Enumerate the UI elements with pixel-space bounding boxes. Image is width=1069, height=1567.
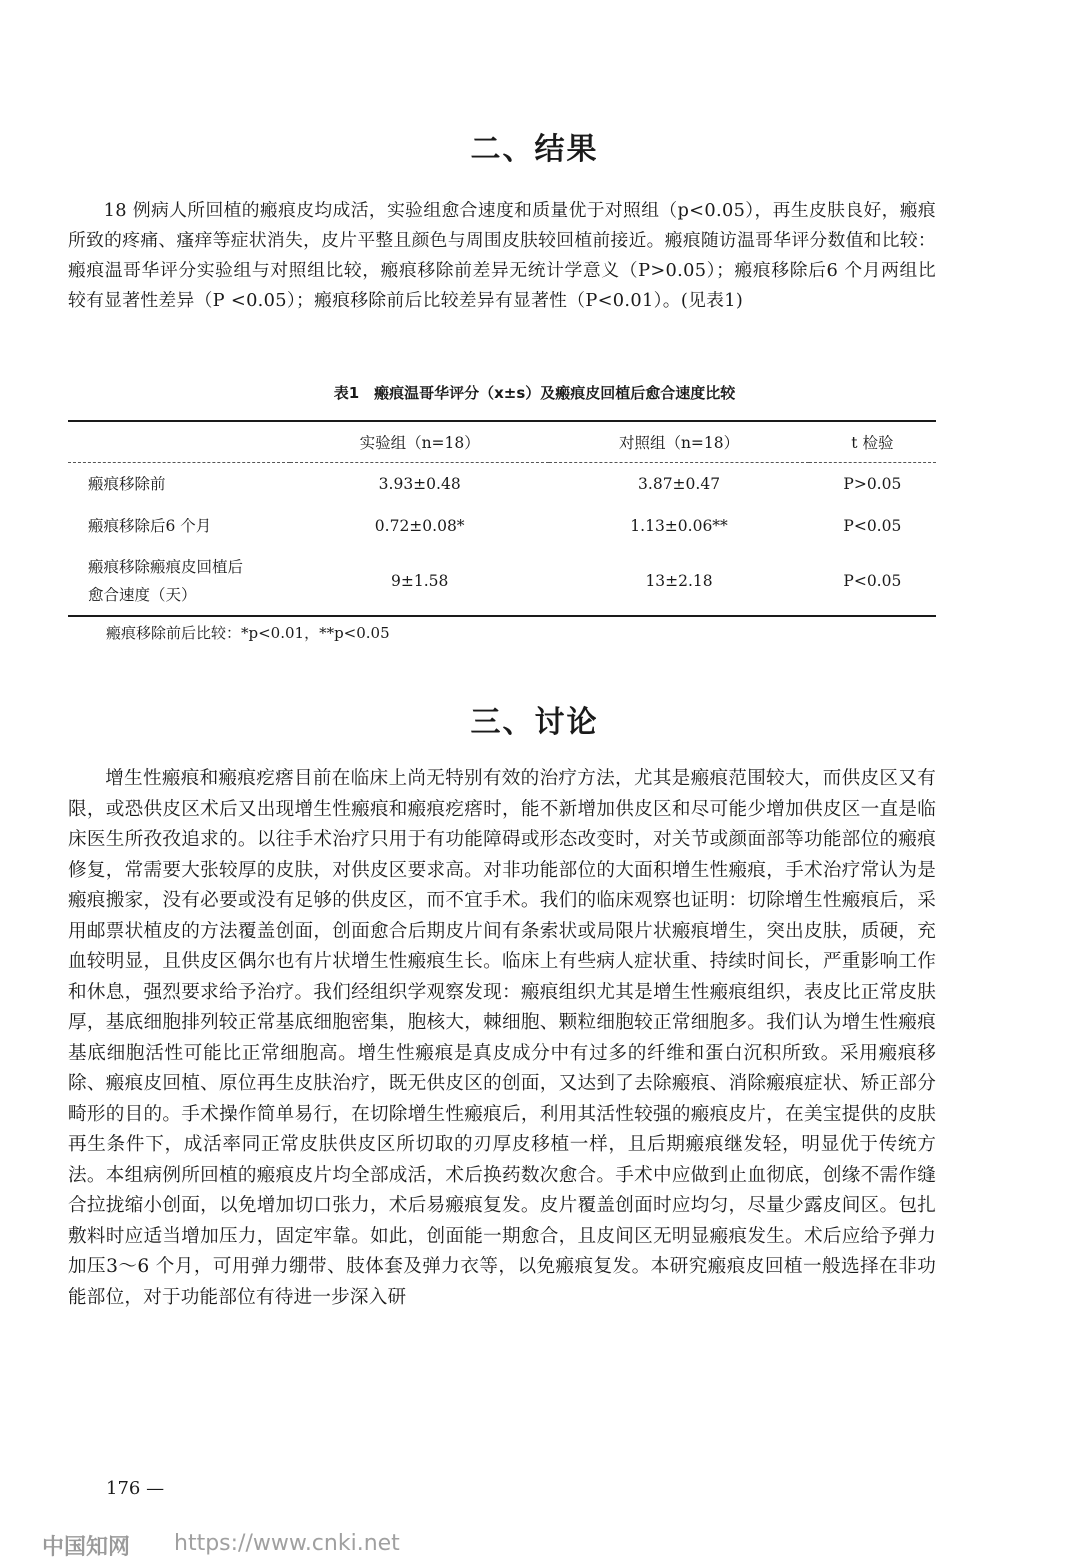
table-row [68, 505, 936, 547]
table-footnote: 瘢痕移除前后比较：*p<0.01，**p<0.05 [106, 624, 390, 642]
table-cell: 1.13±0.06** [630, 517, 728, 535]
discussion-paragraph: 增生性瘢痕和瘢痕疙瘩目前在临床上尚无特别有效的治疗方法，尤其是瘢痕范围较大，而供皮区又有限，或恐供皮区术后又出现增生性瘢痕和瘢痕疙瘩时，能不新增加供皮区和尽可能少增加供皮区一直是临床医生所孜孜追求的。以往手术治疗只用于有功能障碍或形态改变时，对关节或颜面部等功能部位的瘢痕修复，常需要大张较厚的皮肤，对供皮区要求高。对非功能部位的大面积增生性瘢痕，手术治疗常认为是瘢痕搬家，没有必要或没有足够的供皮区，而不宜手术。我们的临床观察也证明：切除增生性瘢痕后，采用邮票状植皮的方法覆盖创面，创面愈合后期皮片间有条索状或局限片状瘢痕增生，突出皮肤，质硬，充血较明显，且供皮区偶尔也有片状增生性瘢痕生长。临床上有些病人症状重、持续时间长，严重影响工作和休息，强烈要求给予治疗。我们经组织学观察发现：瘢痕组织尤其是增生性瘢痕组织，表皮比正常皮肤厚，基底细胞排列较正常基底细胞密集，胞核大，棘细胞、颗粒细胞较正常细胞多。我们认为增生性瘢痕基底细胞活性可能比正常细胞高。增生性瘢痕是真皮成分中有过多的纤维和蛋白沉积所致。采用瘢痕移除、瘢痕皮回植、原位再生皮肤治疗，既无供皮区的创面，又达到了去除瘢痕、消除瘢痕症状、矫正部分畸形的目的。手术操作简单易行，在切除增生性瘢痕后，利用其活性较强的瘢痕皮片，在美宝提供的皮肤再生条件下，成活率同正常皮肤供皮区所切取的刃厚皮移植一样，且后期瘢痕继发轻，明显优于传统方法。本组病例所回植的瘢痕皮片均全部成活，术后换药数次愈合。手术中应做到止血彻底，创缘不需作缝合拉拢缩小创面，以免增加切口张力，术后易瘢痕复发。皮片覆盖创面时应均匀，尽量少露皮间区。包扎敷料时应适当增加压力，固定牢靠。如此，创面能一期愈合，且皮间区无明显瘢痕发生。术后应给予弹力加压3～6 个月，可用弹力绷带、肢体套及弹力衣等，以免瘢痕复发。本研究瘢痕皮回植一般选择在非功能部位，对于功能部位有待进一步深入研 [68, 768, 936, 1308]
table-cell: 0.72±0.08* [374, 517, 465, 535]
table-cell: 3.87±0.47 [638, 475, 721, 493]
table-header-cell [68, 421, 290, 463]
page-number: 176 — [106, 1478, 165, 1499]
table-cell: 3.93±0.48 [378, 475, 461, 493]
row-label-line: 瘢痕移除瘢痕皮回植后 [88, 558, 244, 576]
table-cell: 9±1.58 [391, 572, 449, 590]
table-row [68, 463, 936, 506]
table-cell: P<0.05 [843, 517, 902, 535]
results-table [68, 420, 936, 617]
section-title-discussion: 三、讨论 [470, 705, 599, 740]
table-header-cell: 对照组（n=18） [549, 421, 808, 463]
table-cell: P<0.05 [843, 572, 902, 590]
results-paragraph: 18 例病人所回植的瘢痕皮均成活，实验组愈合速度和质量优于对照组（p<0.05），再生皮肤良好，瘢痕所致的疼痛、瘙痒等症状消失，皮片平整且颜色与周围皮肤较回植前接近。瘢痕随访温哥华评分数值和比较：瘢痕温哥华评分实验组与对照组比较，瘢痕移除前差异无统计学意义（P>0.05）；瘢痕移除后6 个月两组比较有显著性差异（P <0.05）；瘢痕移除前后比较差异有显著性（P<0.01）。(见表1) [68, 200, 936, 311]
table-cell: 13±2.18 [645, 572, 713, 590]
cnki-logo: 中国知网 [42, 1535, 131, 1560]
table-header-cell: t 检验 [809, 421, 936, 463]
row-label: 瘢痕移除前 [88, 475, 166, 493]
section-title-results: 二、结果 [470, 132, 599, 167]
row-label: 瘢痕移除后6 个月 [88, 517, 212, 535]
row-label [68, 547, 290, 616]
table-row [68, 547, 936, 616]
table-header-cell: 实验组（n=18） [290, 421, 549, 463]
table-caption: 表1 瘢痕温哥华评分（x±s）及瘢痕皮回植后愈合速度比较 [333, 384, 736, 402]
row-label-line: 愈合速度（天） [88, 586, 197, 604]
table-header-row [68, 421, 936, 463]
cnki-url-watermark: https://www.cnki.net [174, 1531, 400, 1556]
table-cell: P>0.05 [843, 475, 902, 493]
